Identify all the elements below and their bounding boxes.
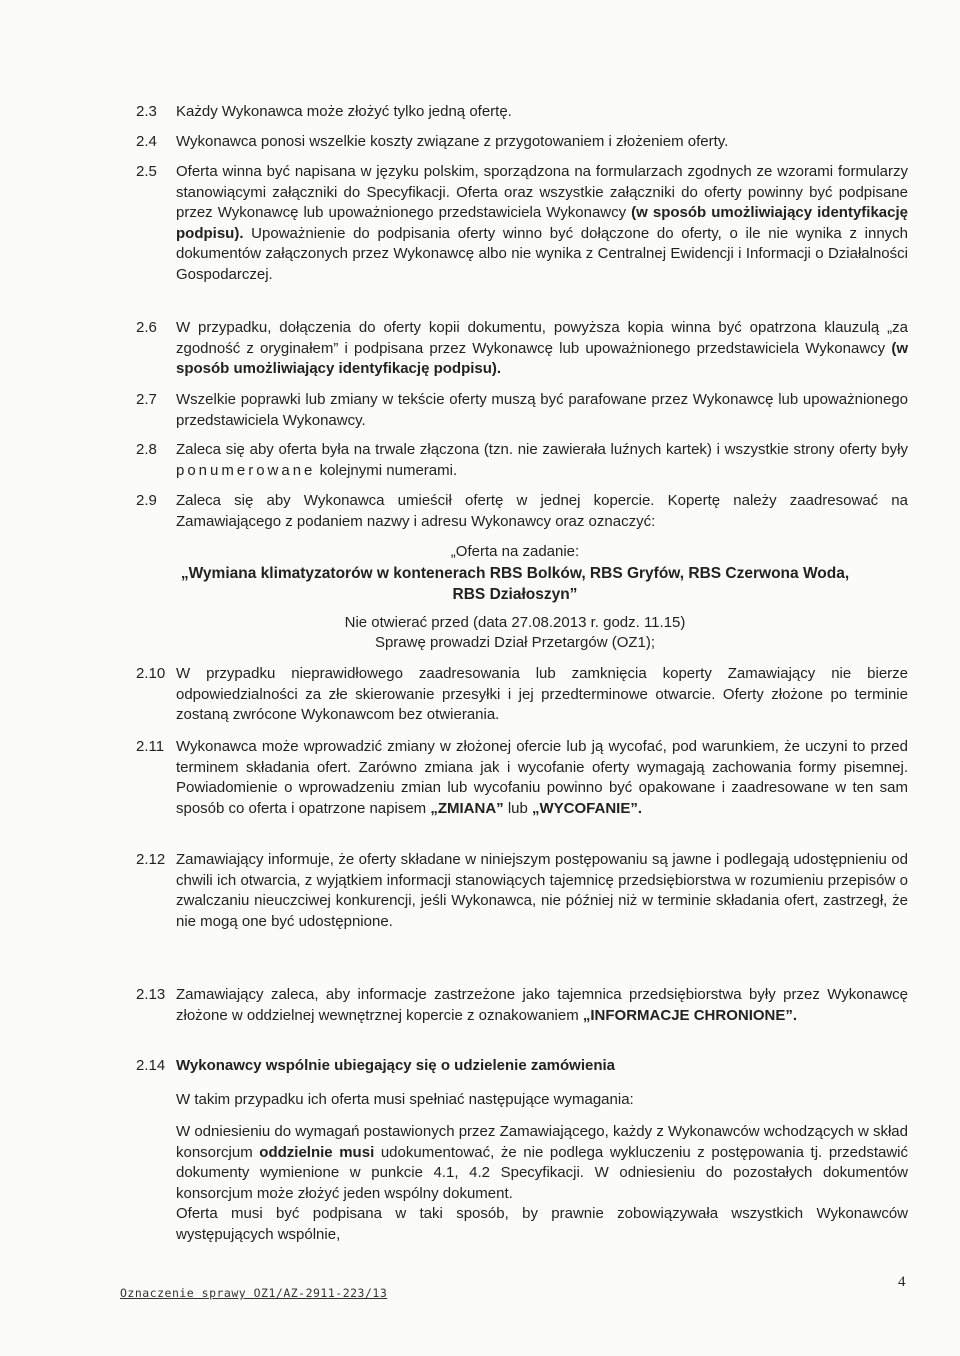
item-number: 2.3	[136, 103, 157, 120]
envelope-department: Sprawę prowadzi Dział Przetargów (OZ1);	[374, 634, 656, 651]
item-number: 2.9	[136, 492, 157, 509]
item-text	[176, 162, 908, 285]
envelope-title-line1: „Wymiana klimatyzatorów w kontenerach RBS Bolków, RBS Gryfów, RBS Czerwona Woda,	[180, 565, 850, 582]
item-text-part: Upoważnienie do podpisania oferty winno być dołączone do oferty, o ile nie wynika z innych dokumentów załączonych przez Wykonawcę albo nie wynika z Centralnej Ewidencji i Informacji o Działalności Gospodarczej.	[176, 224, 908, 283]
item-number: 2.12	[136, 851, 166, 868]
item-number: 2.7	[136, 391, 157, 408]
case-reference: Oznaczenie sprawy OZ1/AZ-2911-223/13	[120, 1286, 388, 1300]
item-text	[176, 440, 908, 481]
item-text-bold: (w sposób umożliwiający identyfikację podpisu).	[176, 339, 908, 377]
item-text	[176, 985, 908, 1026]
item-text-part: Wykonawca może wprowadzić zmiany w złożonej ofercie lub ją wycofać, pod warunkiem, że uczyni to przed terminem składania ofert. Zarówno zmiana jak i wycofanie oferty wymagają zachowania formy pisemnej. Powiadomienie o wprowadzeniu zmian lub wycofaniu powinno być opakowane i zaadresowane w ten sam sposób co oferta i opatrzone napisem	[176, 738, 908, 817]
item-text-part: W przypadku, dołączenia do oferty kopii dokumentu, powyższa kopia winna być opatrzona klauzulą „za zgodność z oryginałem” i podpisana przez Wykonawcę lub upoważnionego przedstawiciela Wykonawcy	[176, 319, 908, 357]
item-text: Zaleca się aby Wykonawca umieścił ofertę w jednej kopercie. Kopertę należy zaadresować na Zamawiającego z podaniem nazwy i adresu Wykonawcy oraz oznaczyć:	[176, 492, 908, 530]
item-text-bold: „INFORMACJE CHRONIONE”.	[582, 1006, 798, 1024]
item-number: 2.4	[136, 133, 157, 150]
envelope-title-line2: RBS Działoszyn”	[452, 586, 578, 603]
item-number: 2.11	[136, 738, 165, 755]
item-text: Wszelkie poprawki lub zmiany w tekście oferty muszą być parafowane przez Wykonawcę lub upoważnionego przedstawiciela Wykonawcy.	[176, 391, 908, 429]
item-number: 2.13	[136, 986, 166, 1003]
item-number: 2.10	[136, 665, 166, 682]
item-number: 2.6	[136, 319, 157, 336]
item-text-part: Zaleca się aby oferta była na trwale złączona (tzn. nie zawierała luźnych kartek) i wszystkie strony oferty były	[176, 441, 908, 458]
item-text-part: kolejnymi numerami.	[315, 461, 458, 479]
page-number: 4	[898, 1274, 906, 1290]
item-number: 2.14	[136, 1057, 166, 1074]
item-text: W przypadku nieprawidłowego zaadresowania lub zamknięcia koperty Zamawiający nie bierze odpowiedzialności za złe skierowanie przesyłki i jej przedterminowe otwarcie. Oferty złożone po terminie zostaną zwrócone Wykonawcom bez otwierania.	[176, 665, 908, 723]
item-text-bold: (w sposób umożliwiający identyfikację podpisu).	[176, 204, 908, 242]
envelope-date: Nie otwierać przed (data 27.08.2013 r. godz. 11.15)	[344, 614, 686, 631]
item-text-bold: „ZMIANA”	[430, 799, 504, 817]
item-text: Każdy Wykonawca może złożyć tylko jedną ofertę.	[176, 103, 512, 120]
item-text-part: Zamawiający zaleca, aby informacje zastrzeżone jako tajemnica przedsiębiorstwa były przez Wykonawcę złożone w oddzielnej wewnętrznej kopercie z oznakowaniem	[176, 986, 908, 1024]
item-text-bold: „WYCOFANIE”.	[532, 799, 643, 817]
item-number: 2.8	[136, 441, 157, 458]
consortium-paragraph-3: Oferta musi być podpisana w taki sposób, by prawnie zobowiązywała wszystkich Wykonawców występujących wspólnie,	[176, 1205, 908, 1243]
item-heading: Wykonawcy wspólnie ubiegający się o udzielenie zamówienia	[176, 1057, 616, 1074]
paragraph-text-part: W odniesieniu do wymagań postawionych przez Zamawiającego, każdy z Wykonawców wchodzących w skład konsorcjum	[176, 1123, 908, 1161]
item-text: Wykonawca ponosi wszelkie koszty związane z przygotowaniem i złożeniem oferty.	[176, 133, 729, 150]
item-text	[176, 318, 908, 380]
item-number: 2.5	[136, 163, 157, 180]
consortium-paragraph-1: W takim przypadku ich oferta musi spełniać następujące wymagania:	[176, 1091, 634, 1108]
item-text-part: Oferta winna być napisana w języku polskim, sporządzona na formularzach zgodnych ze wzorami formularzy stanowiącymi załączniki do Specyfikacji. Oferta oraz wszystkie załączniki do oferty powinny być podpisane przez Wykonawcę lub upoważnionego przedstawiciela Wykonawcy	[176, 163, 908, 221]
item-text	[176, 737, 908, 819]
paragraph-text-part: udokumentować, że nie podlega wykluczeniu z postępowania tj. przedstawić dokumenty wymienione w punkcie 4.1, 4.2 Specyfikacji. W odniesieniu do pozostałych dokumentów konsorcjum może złożyć jeden wspólny dokument.	[176, 1143, 909, 1202]
consortium-paragraph-2	[176, 1122, 908, 1204]
envelope-label: „Oferta na zadanie:	[450, 543, 580, 560]
paragraph-text-bold: oddzielnie musi	[259, 1143, 375, 1161]
item-text-spaced: ponumerowane	[176, 461, 316, 479]
item-text-part: lub	[503, 799, 533, 817]
item-text: Zamawiający informuje, że oferty składane w niniejszym postępowaniu są jawne i podlegają udostępnieniu od chwili ich otwarcia, z wyjątkiem informacji stanowiących tajemnicę przedsiębiorstwa w rozumieniu przepisów o zwalczaniu nieuczciwej konkurencji, jeśli Wykonawca, nie później niż w terminie składania ofert, zastrzegł, że nie mogą one być udostępnione.	[176, 851, 908, 930]
